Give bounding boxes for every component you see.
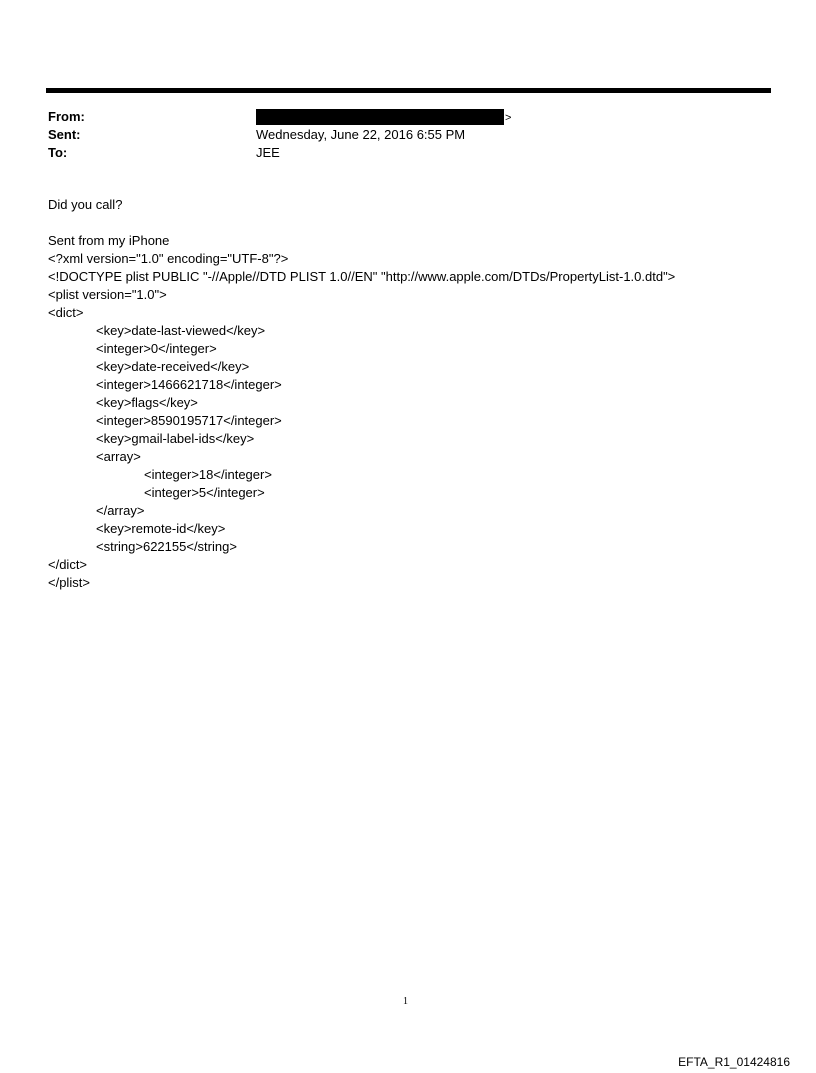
plist-line: <key>flags</key>	[96, 395, 198, 410]
plist-line: <?xml version="1.0" encoding="UTF-8"?>	[48, 251, 289, 266]
plist-block	[48, 250, 675, 592]
email-body	[48, 196, 675, 592]
to-label: To:	[48, 145, 68, 160]
page-number: 1	[403, 996, 408, 1007]
sent-label: Sent:	[48, 127, 81, 142]
plist-line: <array>	[96, 449, 141, 464]
from-value-tail: >	[505, 112, 512, 124]
plist-line: <string>622155</string>	[96, 539, 237, 554]
plist-line: <integer>1466621718</integer>	[96, 377, 282, 392]
header-divider	[46, 88, 771, 93]
plist-line: <dict>	[48, 305, 84, 320]
signature-text: Sent from my iPhone	[48, 233, 170, 248]
plist-line: </plist>	[48, 575, 90, 590]
redaction-block	[256, 109, 504, 125]
from-label: From:	[48, 109, 85, 124]
plist-line: <!DOCTYPE plist PUBLIC "-//Apple//DTD PLIST 1.0//EN" "http://www.apple.com/DTDs/PropertyList-1.0.dtd">	[48, 269, 676, 284]
plist-line: <key>remote-id</key>	[96, 521, 226, 536]
plist-line: <integer>18</integer>	[144, 467, 272, 482]
plist-line: </dict>	[48, 557, 88, 572]
greeting-text: Did you call?	[48, 197, 123, 212]
plist-line: <plist version="1.0">	[48, 287, 167, 302]
plist-line: <integer>8590195717</integer>	[96, 413, 282, 428]
plist-line: <key>date-last-viewed</key>	[96, 323, 266, 338]
plist-line: <key>date-received</key>	[96, 359, 250, 374]
plist-line: <integer>5</integer>	[144, 485, 265, 500]
sent-value: Wednesday, June 22, 2016 6:55 PM	[256, 127, 466, 142]
from-value	[256, 108, 511, 127]
document-id: EFTA_R1_01424816	[678, 1055, 790, 1069]
plist-line: </array>	[96, 503, 145, 518]
plist-line: <integer>0</integer>	[96, 341, 217, 356]
plist-line: <key>gmail-label-ids</key>	[96, 431, 255, 446]
to-value: JEE	[256, 145, 280, 160]
